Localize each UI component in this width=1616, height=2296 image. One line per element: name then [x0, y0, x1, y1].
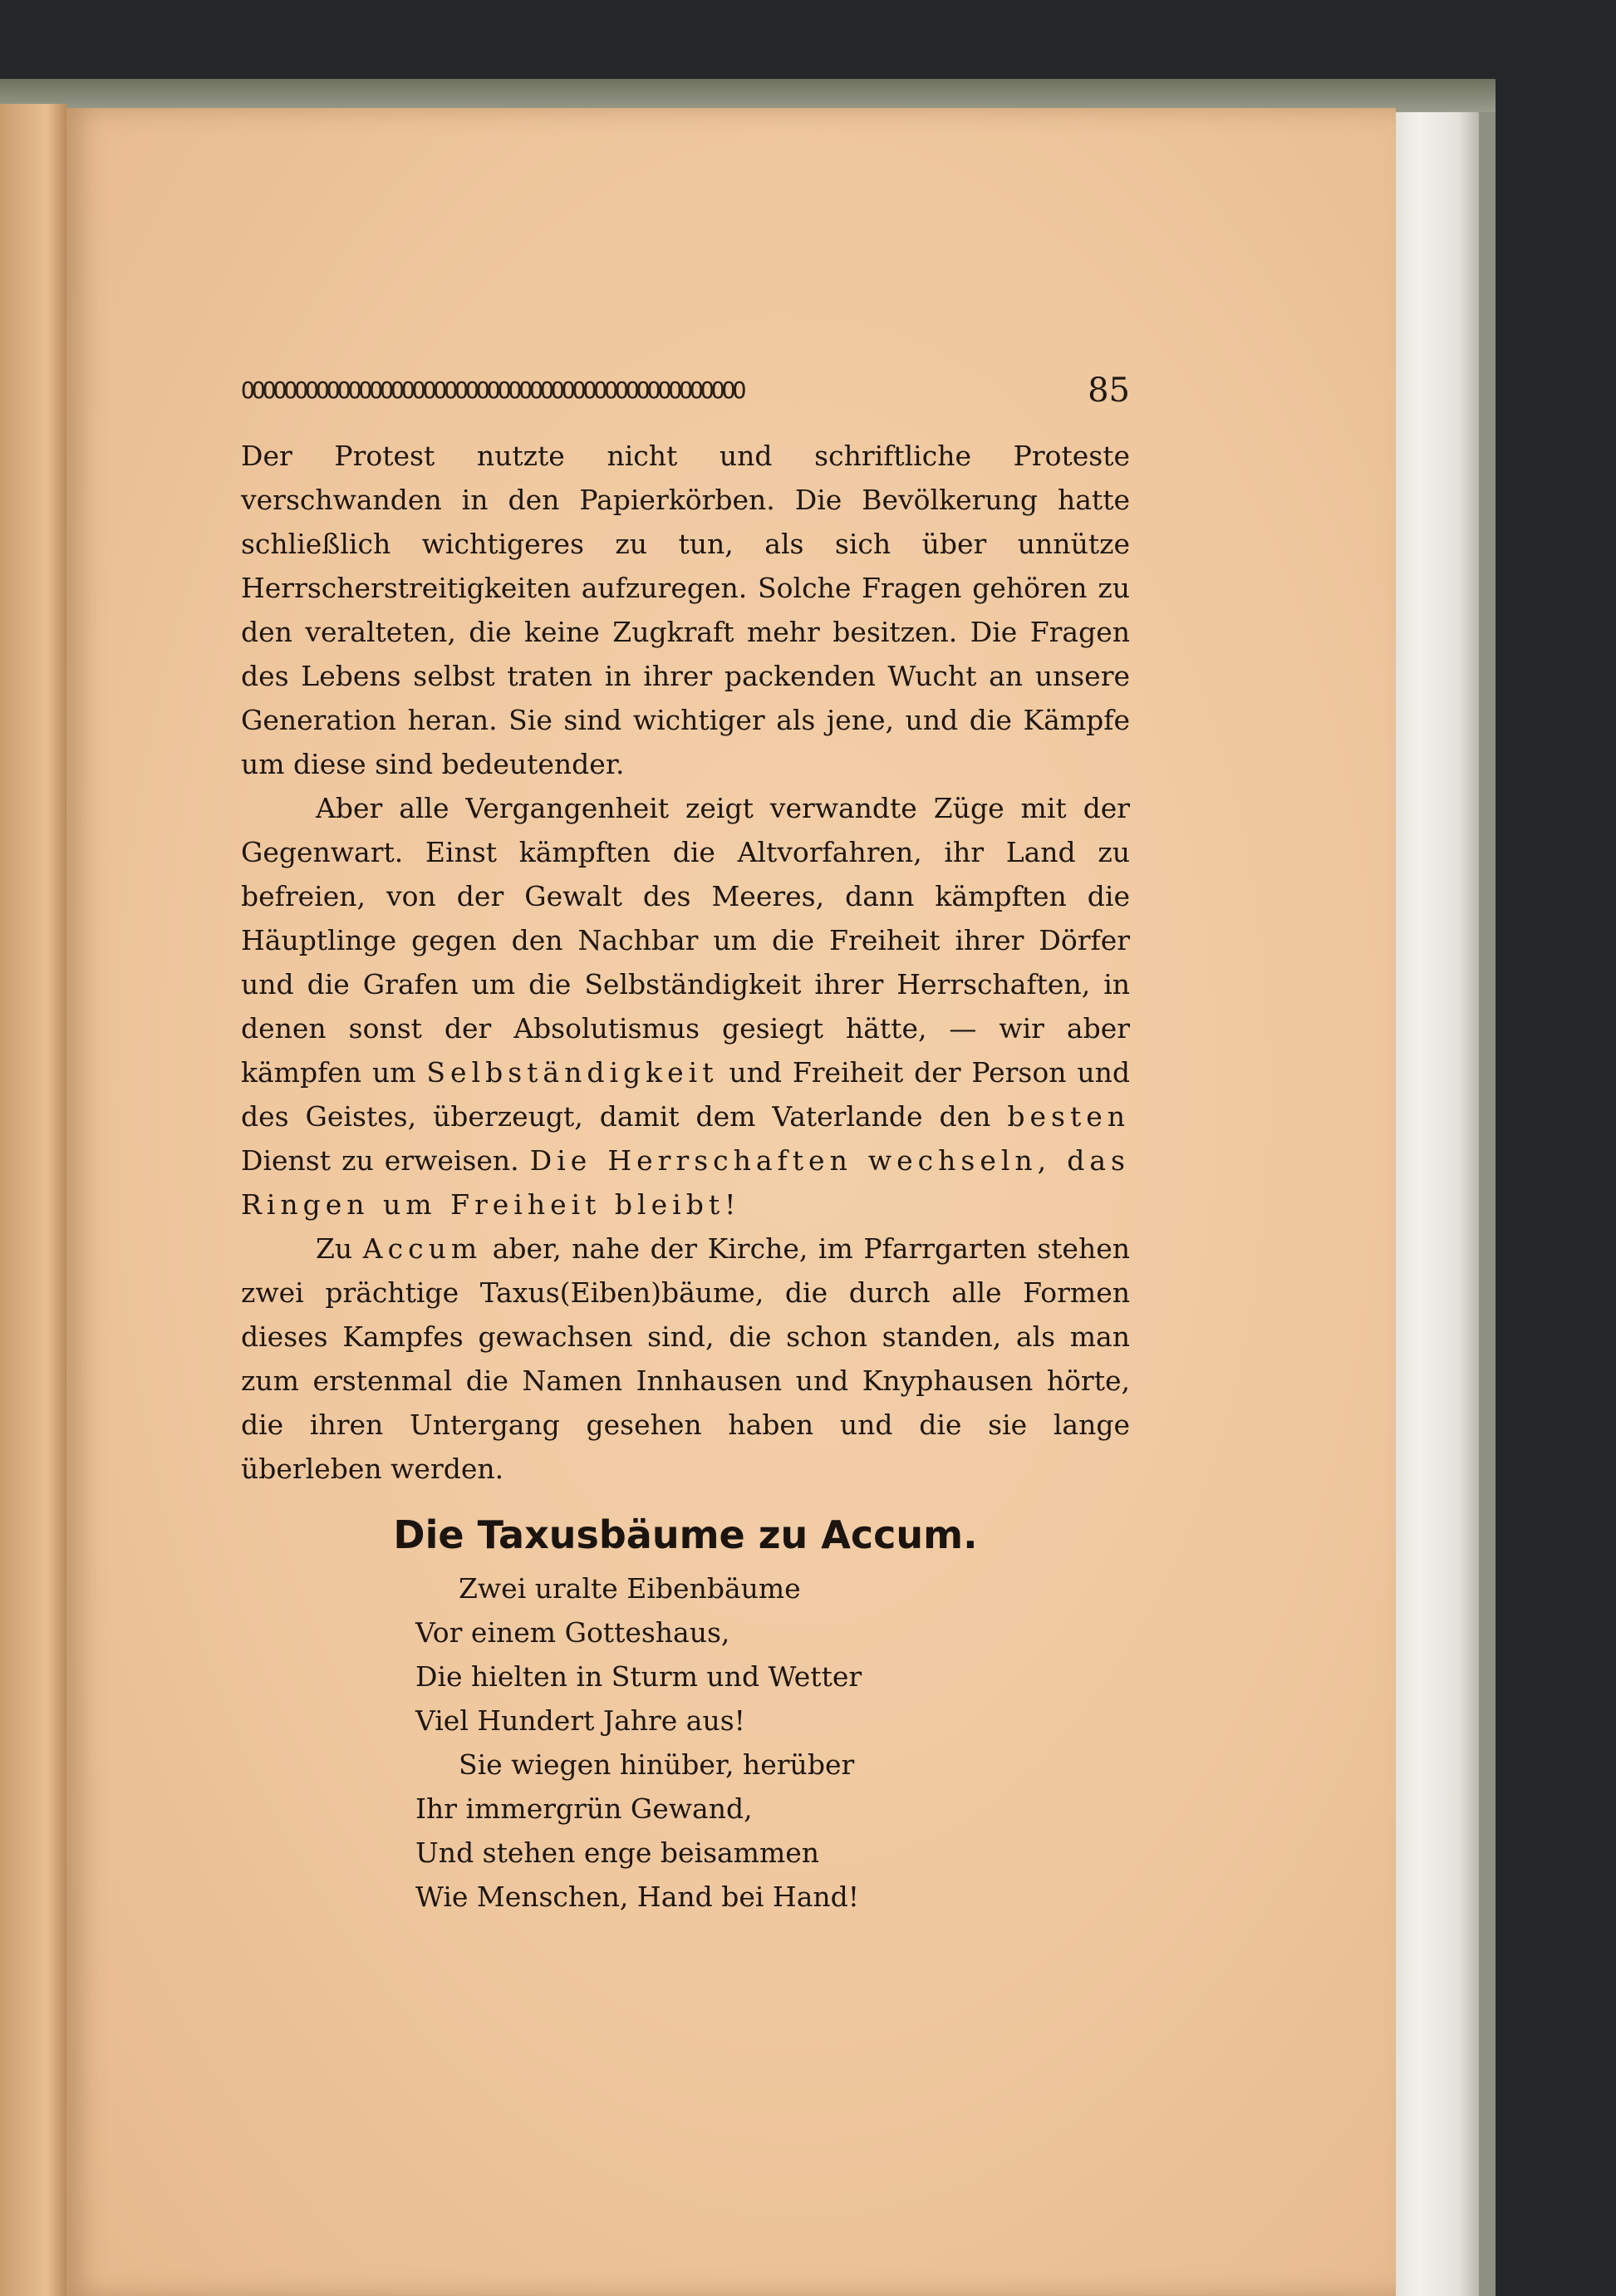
cover-top-edge [0, 79, 1496, 112]
paragraph-2 [241, 786, 1130, 1227]
p3-text-a: Zu [316, 1232, 353, 1265]
poem-line-8: Wie Menschen, Hand bei Hand! [415, 1881, 860, 1913]
p3-text-c: aber, nahe der Kirche, im Pfarrgarten stehen zwei prächtige Taxus(Eiben)bäume, die durch alle Formen dieses Kampfes gewachsen sind, die schon standen, als man zum erstenmal die Namen Innhausen und Knyphausen hörte, die ihren Untergang gesehen haben und die sie lange überleben werden. [241, 1232, 1130, 1485]
poem-line-5: Sie wiegen hinüber, herüber [459, 1748, 855, 1781]
p2-text-e: Dienst zu erweisen. [241, 1144, 519, 1177]
paragraph-1: Der Protest nutzte nicht und schriftliche Proteste verschwanden in den Papierkörben. Die Bevölkerung hatte schließlich wichtigeres zu tun, als sich über unnütze Herrscherstreitigkeiten aufzuregen. Solche Fragen gehören zu den veralteten, die keine Zugkraft mehr besitzen. Die Fragen des Lebens selbst traten in ihrer packenden Wucht an unsere Generation heran. Sie sind wichtiger als jene, und die Kämpfe um diese sind bedeutender. [241, 440, 1130, 780]
page-header [241, 370, 1130, 411]
poem [415, 1566, 997, 1919]
poem-line-1: Zwei uralte Eibenbäume [459, 1572, 801, 1605]
page-number: 85 [1088, 371, 1130, 410]
poem-line-3: Die hielten in Sturm und Wetter [415, 1660, 862, 1693]
poem-line-4: Viel Hundert Jahre aus! [415, 1704, 745, 1737]
left-page-edge [0, 104, 66, 2296]
poem-line-6: Ihr immergrün Gewand, [415, 1792, 753, 1825]
poem-line-7: Und stehen enge beisammen [415, 1836, 820, 1869]
p3-spaced-accum: Accum [362, 1232, 483, 1265]
p2-spaced-motto: Die Herrschaften wechseln, das Ringen um Freiheit bleibt! [241, 1144, 1130, 1221]
poem-line-2: Vor einem Gotteshaus, [415, 1616, 730, 1649]
poem-title: Die Taxusbäume zu Accum. [393, 1512, 978, 1557]
body-text [241, 434, 1130, 1491]
p2-text-c: und Freiheit der Person und des Geistes, überzeugt, damit dem Vaterlande den [241, 1056, 1130, 1133]
ornament-rule: OOOOOOOOOOOOOOOOOOOOOOOOOOOOOOOOOOOOOOOOOOOOOOO [241, 376, 744, 404]
p2-text-a: Aber alle Vergangenheit zeigt verwandte Züge mit der Gegenwart. Einst kämpften die Altvorfahren, ihr Land zu befreien, von der Gewalt des Meeres, dann kämpften die Häuptlinge gegen den Nachbar um die Freiheit ihrer Dörfer und die Grafen um die Selbständigkeit ihrer Herrschaften, in denen sonst der Absolutismus gesiegt hätte, — wir aber kämpfen um [241, 792, 1130, 1089]
paragraph-3 [241, 1227, 1130, 1491]
p2-spaced-selbstaendigkeit: Selbständigkeit [426, 1056, 719, 1089]
p2-spaced-besten: besten [1007, 1100, 1130, 1133]
